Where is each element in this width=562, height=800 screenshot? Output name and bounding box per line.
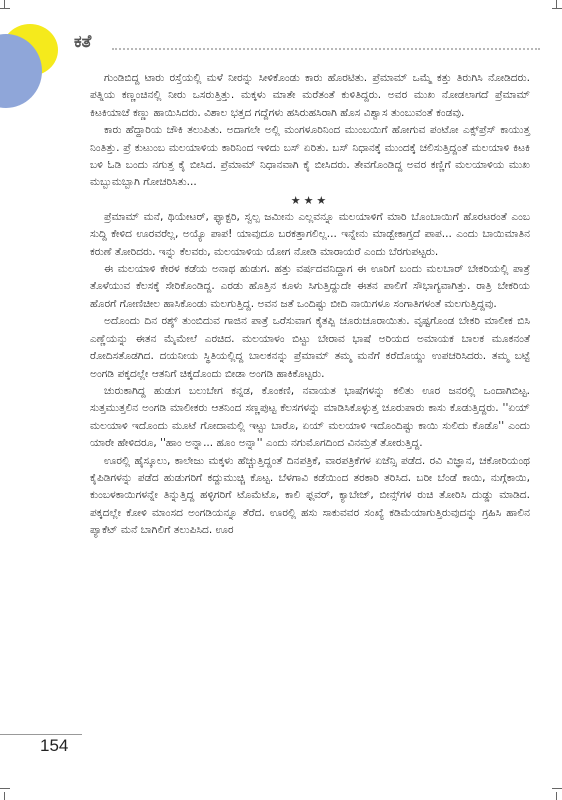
crop-mark	[556, 0, 557, 8]
crop-mark	[4, 0, 5, 8]
page-number: 154	[40, 736, 69, 755]
footer-rule	[0, 734, 82, 735]
section-title: ಕತೆ	[74, 32, 92, 52]
crop-mark	[552, 8, 562, 9]
paragraph: ಚುರುಕಾಗಿದ್ದ ಹುಡುಗ ಬಲುಬೇಗ ಕನ್ನಡ, ಕೊಂಕಣಿ, ನವಾಯತ ಭಾಷೆಗಳನ್ನು ಕಲಿತು ಊರ ಜನರಲ್ಲಿ ಒಂದಾಗಿಬಿಟ್ಟ. ಸುತ್ತಮುತ್ತಲಿನ ಅಂಗಡಿ ಮಾಲೀಕರು ಆತನಿಂದ ಸಣ್ಣಪುಟ್ಟ ಕೆಲಸಗಳನ್ನು ಮಾಡಿಸಿಕೊಳ್ಳುತ್ತ ಚೂರುಪಾರು ಕಾಸು ಕೊಡುತ್ತಿದ್ದರು. ''ಏಯ್ ಮಲಯಾಳಿ ಇದೊಂದು ಮೂಟೆ ಗೋದಾಮಲ್ಲಿ ಇಟ್ಟು ಬಾರೊ, ಏಯ್ ಮಲಯಾಳಿ ಇದೊಂದಿಷ್ಟು ಕಾಯಿ ಸುಲಿದು ಕೊಡೊ'' ಎಂದು ಯಾರೇ ಹೇಳಿದರೂ, ''ಹಾಂ ಅನ್ನಾ... ಹೂಂ ಅನ್ನಾ'' ಎಂದು ನಗುಮೊಗದಿಂದ ವಿನಮ್ರತೆ ತೋರುತ್ತಿದ್ದ.	[90, 384, 530, 450]
header-dotted-rule	[112, 48, 540, 50]
paragraph: ಕಾರು ಹೆದ್ದಾರಿಯ ಚೌಕಿ ತಲುಪಿತು. ಅದಾಗಲೇ ಅಲ್ಲಿ ಮಂಗಳೂರಿನಿಂದ ಮುಂಬಯಿಗೆ ಹೋಗುವ ಪಂಟೋ ಎಕ್ಸ್‌ಪ್ರೆಸ್ ಕಾಯುತ್ತ ನಿಂತಿತ್ತು. ಪ್ರೆ ಕುಟುಂಬ ಮಲಯಾಳಿಯ ಕಾರಿನಿಂದ ಇಳಿದು ಬಸ್ ಏರಿತು. ಬಸ್ ನಿಧಾನಕ್ಕೆ ಮುಂದಕ್ಕೆ ಚಲಿಸುತ್ತಿದ್ದಂತೆ ಮಲಯಾಳಿ ಕಿಟಕಿ ಬಳಿ ಓಡಿ ಬಂದು ನಗುತ್ತ ಕೈ ಬೀಸಿದ. ಪ್ರೆಮಾಮ್ ನಿಧಾನವಾಗಿ ಕೈ ಬೀಸಿದರು. ತೇವಗೊಂಡಿದ್ದ ಅವರ ಕಣ್ಣಿಗೆ ಮಲಯಾಳಿಯ ಮುಖ ಮಬ್ಬುಮಬ್ಬಾಗಿ ಗೋಚರಿಸಿತು...	[90, 124, 530, 189]
section-break-stars: ★★★	[290, 193, 330, 207]
story-body	[90, 70, 530, 540]
crop-mark	[0, 8, 10, 9]
paragraph: ಊರಲ್ಲಿ ಹೈಸ್ಕೂಲು, ಕಾಲೇಜು ಮಕ್ಕಳು ಹೆಚ್ಚುತ್ತಿದ್ದಂತೆ ದಿನಪತ್ರಿಕೆ, ವಾರಪತ್ರಿಕೆಗಳ ಏಜೆನ್ಸಿ ಪಡೆದ. ರವಿ ವಿಜ್ಞಾನ, ಚಕೋರಿಯಂಥ ಕೈಪಿಡಿಗಳನ್ನು ಪಡೆದ ಹುಡುಗರಿಗೆ ಕದ್ದುಮುಚ್ಚಿ ಕೊಟ್ಟ. ಬೆಳಗಾವಿ ಕಡೆಯಿಂದ ತರಕಾರಿ ತರಿಸಿದ. ಬರೀ ಬೆಂಡೆ ಕಾಯಿ, ನುಗ್ಗೆಕಾಯಿ, ಕುಂಬಳಕಾಯಿಗಳನ್ನೇ ತಿನ್ನುತ್ತಿದ್ದ ಹಳ್ಳಿಗರಿಗೆ ಟೊಮೆಟೊ, ಕಾಲಿ ಫ್ಲವರ್, ಕ್ಯಾಬೇಜ್, ಬೀನ್ಸ್‌ಗಳ ರುಚಿ ತೋರಿಸಿ ದುಡ್ಡು ಮಾಡಿದ. ಪಕ್ಕದಲ್ಲೇ ಕೋಳಿ ಮಾಂಸದ ಅಂಗಡಿಯನ್ನೂ ತೆರೆದ. ಊರಲ್ಲಿ ಹಸು ಸಾಕುವವರ ಸಂಖ್ಯೆ ಕಡಿಮೆಯಾಗುತ್ತಿರುವುದನ್ನು ಗ್ರಹಿಸಿ ಹಾಲಿನ ಪ್ಯಾಕೆಟ್ ಮನೆ ಬಾಗಿಲಿಗೆ ತಲುಪಿಸಿದ. ಊರ	[90, 454, 530, 537]
crop-mark	[556, 792, 557, 800]
crop-mark	[4, 792, 5, 800]
crop-mark	[552, 788, 562, 789]
paragraph: ಗುಂಡಿಬಿದ್ದ ಟಾರು ರಸ್ತೆಯಲ್ಲಿ ಮಳೆ ನೀರನ್ನು ಸೀಳಿಕೊಂಡು ಕಾರು ಹೊರಟಿತು. ಪ್ರೆಮಾಮ್ ಒಮ್ಮೆ ಕತ್ತು ತಿರುಗಿಸಿ ನೋಡಿದರು. ಪತ್ನಿಯ ಕಣ್ಣಂಚಿನಲ್ಲಿ ನೀರು ಒಸರುತ್ತಿತ್ತು. ಮಕ್ಕಳು ಮಾತೇ ಮರೆತಂತೆ ಕುಳಿತಿದ್ದರು. ಅವರ ಮುಖ ನೋಡಲಾಗದೆ ಪ್ರೆಮಾಮ್ ಕಿಟಕಿಯಾಚೆ ಕಣ್ಣು ಹಾಯಿಸಿದರು. ವಿಶಾಲ ಭತ್ತದ ಗದ್ದೆಗಳು ಹಸಿರುಹಸಿರಾಗಿ ಹೊಸ ವಿಶ್ವಾಸ ತುಂಬುವಂತೆ ಕಂಡವು.	[90, 72, 530, 119]
crop-mark	[0, 788, 10, 789]
paragraph: ಈ ಮಲಯಾಳಿ ಕೇರಳ ಕಡೆಯ ಅನಾಥ ಹುಡುಗ. ಹತ್ತು ವರ್ಷದವನಿದ್ದಾಗ ಈ ಊರಿಗೆ ಬಂದು ಮಲಬಾರ್ ಬೇಕರಿಯಲ್ಲಿ ಪಾತ್ರೆ ತೊಳೆಯುವ ಕೆಲಸಕ್ಕೆ ಸೇರಿಕೊಂಡಿದ್ದ. ಎರಡು ಹೊತ್ತಿನ ಕೂಳು ಸಿಗುತ್ತಿದ್ದುದೇ ಈತನ ಪಾಲಿಗೆ ಸೌಭಾಗ್ಯವಾಗಿತ್ತು. ರಾತ್ರಿ ಬೇಕರಿಯ ಹೊರಗೆ ಗೋಣಿಚೀಲ ಹಾಸಿಕೊಂಡು ಮಲಗುತ್ತಿದ್ದ. ಅವನ ಜತೆ ಒಂದಿಷ್ಟು ಬೀದಿ ನಾಯಿಗಳೂ ಸಂಗಾತಿಗಳಂತೆ ಮಲಗುತ್ತಿದ್ದವು.	[90, 263, 530, 310]
paragraph: ಅದೊಂದು ದಿನ ರಶ್ಶ್ ತುಂಬಿದುವ ಗಾಜಿನ ಪಾತ್ರೆ ಒರೆಸುವಾಗ ಕೈತಪ್ಪಿ ಚೂರುಚೂರಾಯಿತು. ವೃಷ್ಟಗೊಂಡ ಬೇಕರಿ ಮಾಲೀಕ ಬಿಸಿ ಎಣ್ಣೆಯನ್ನು ಈತನ ಮೈಮೇಲೆ ಎರಚಿದ. ಮಲಯಾಳಂ ಬಿಟ್ಟು ಬೇರಾವ ಭಾಷೆ ಅರಿಯದ ಅಮಾಯಕ ಬಾಲಕ ಮೂಕನಂತೆ ರೋದಿಸತೊಡಗಿದ. ದಯನೀಯ ಸ್ಥಿತಿಯಲ್ಲಿದ್ದ ಬಾಲಕನನ್ನು ಪ್ರೆಮಾಮ್ ತಮ್ಮ ಮನೆಗೆ ಕರೆದೊಯ್ದು ಉಪಚರಿಸಿದರು. ತಮ್ಮ ಬಟ್ಟೆ ಅಂಗಡಿ ಪಕ್ಕದಲ್ಲೇ ಆತನಿಗೆ ಚಿಕ್ಕದೊಂದು ಬೀಡಾ ಅಂಗಡಿ ಹಾಕಿಕೊಟ್ಟರು.	[90, 315, 530, 380]
paragraph: ಪ್ರೆಮಾಮ್ ಮನೆ, ಥಿಯೇಟರ್, ಫ್ಯಾಕ್ಟರಿ, ಸ್ವಲ್ಪ ಜಮೀನು ಎಲ್ಲವನ್ನೂ ಮಲಯಾಳಿಗೆ ಮಾರಿ ಬೊಂಬಾಯಿಗೆ ಹೊರಟರಂತೆ ಎಂಬ ಸುದ್ದಿ ಕೇಳಿದ ಊರವರೆಲ್ಲ, ಅಯ್ಯೊ ಪಾಪ! ಯಾವುದೂ ಬರಕತ್ತಾಗಲಿಲ್ಲ... ಇನ್ನೇನು ಮಾಡ್ಬೇಕಾಗ್ತದೆ ಪಾಪ... ಎಂದು ಬಾಯಿಮಾತಿನ ಕರುಣೆ ತೋರಿದರು. ಇನ್ನು ಕೆಲವರು, ಮಲಯಾಳಿಯ ಯೋಗ ನೋಡಿ ಮಾರಾಯರೆ ಎಂದು ಬೆರಗುಪಟ್ಟರು.	[90, 210, 530, 258]
